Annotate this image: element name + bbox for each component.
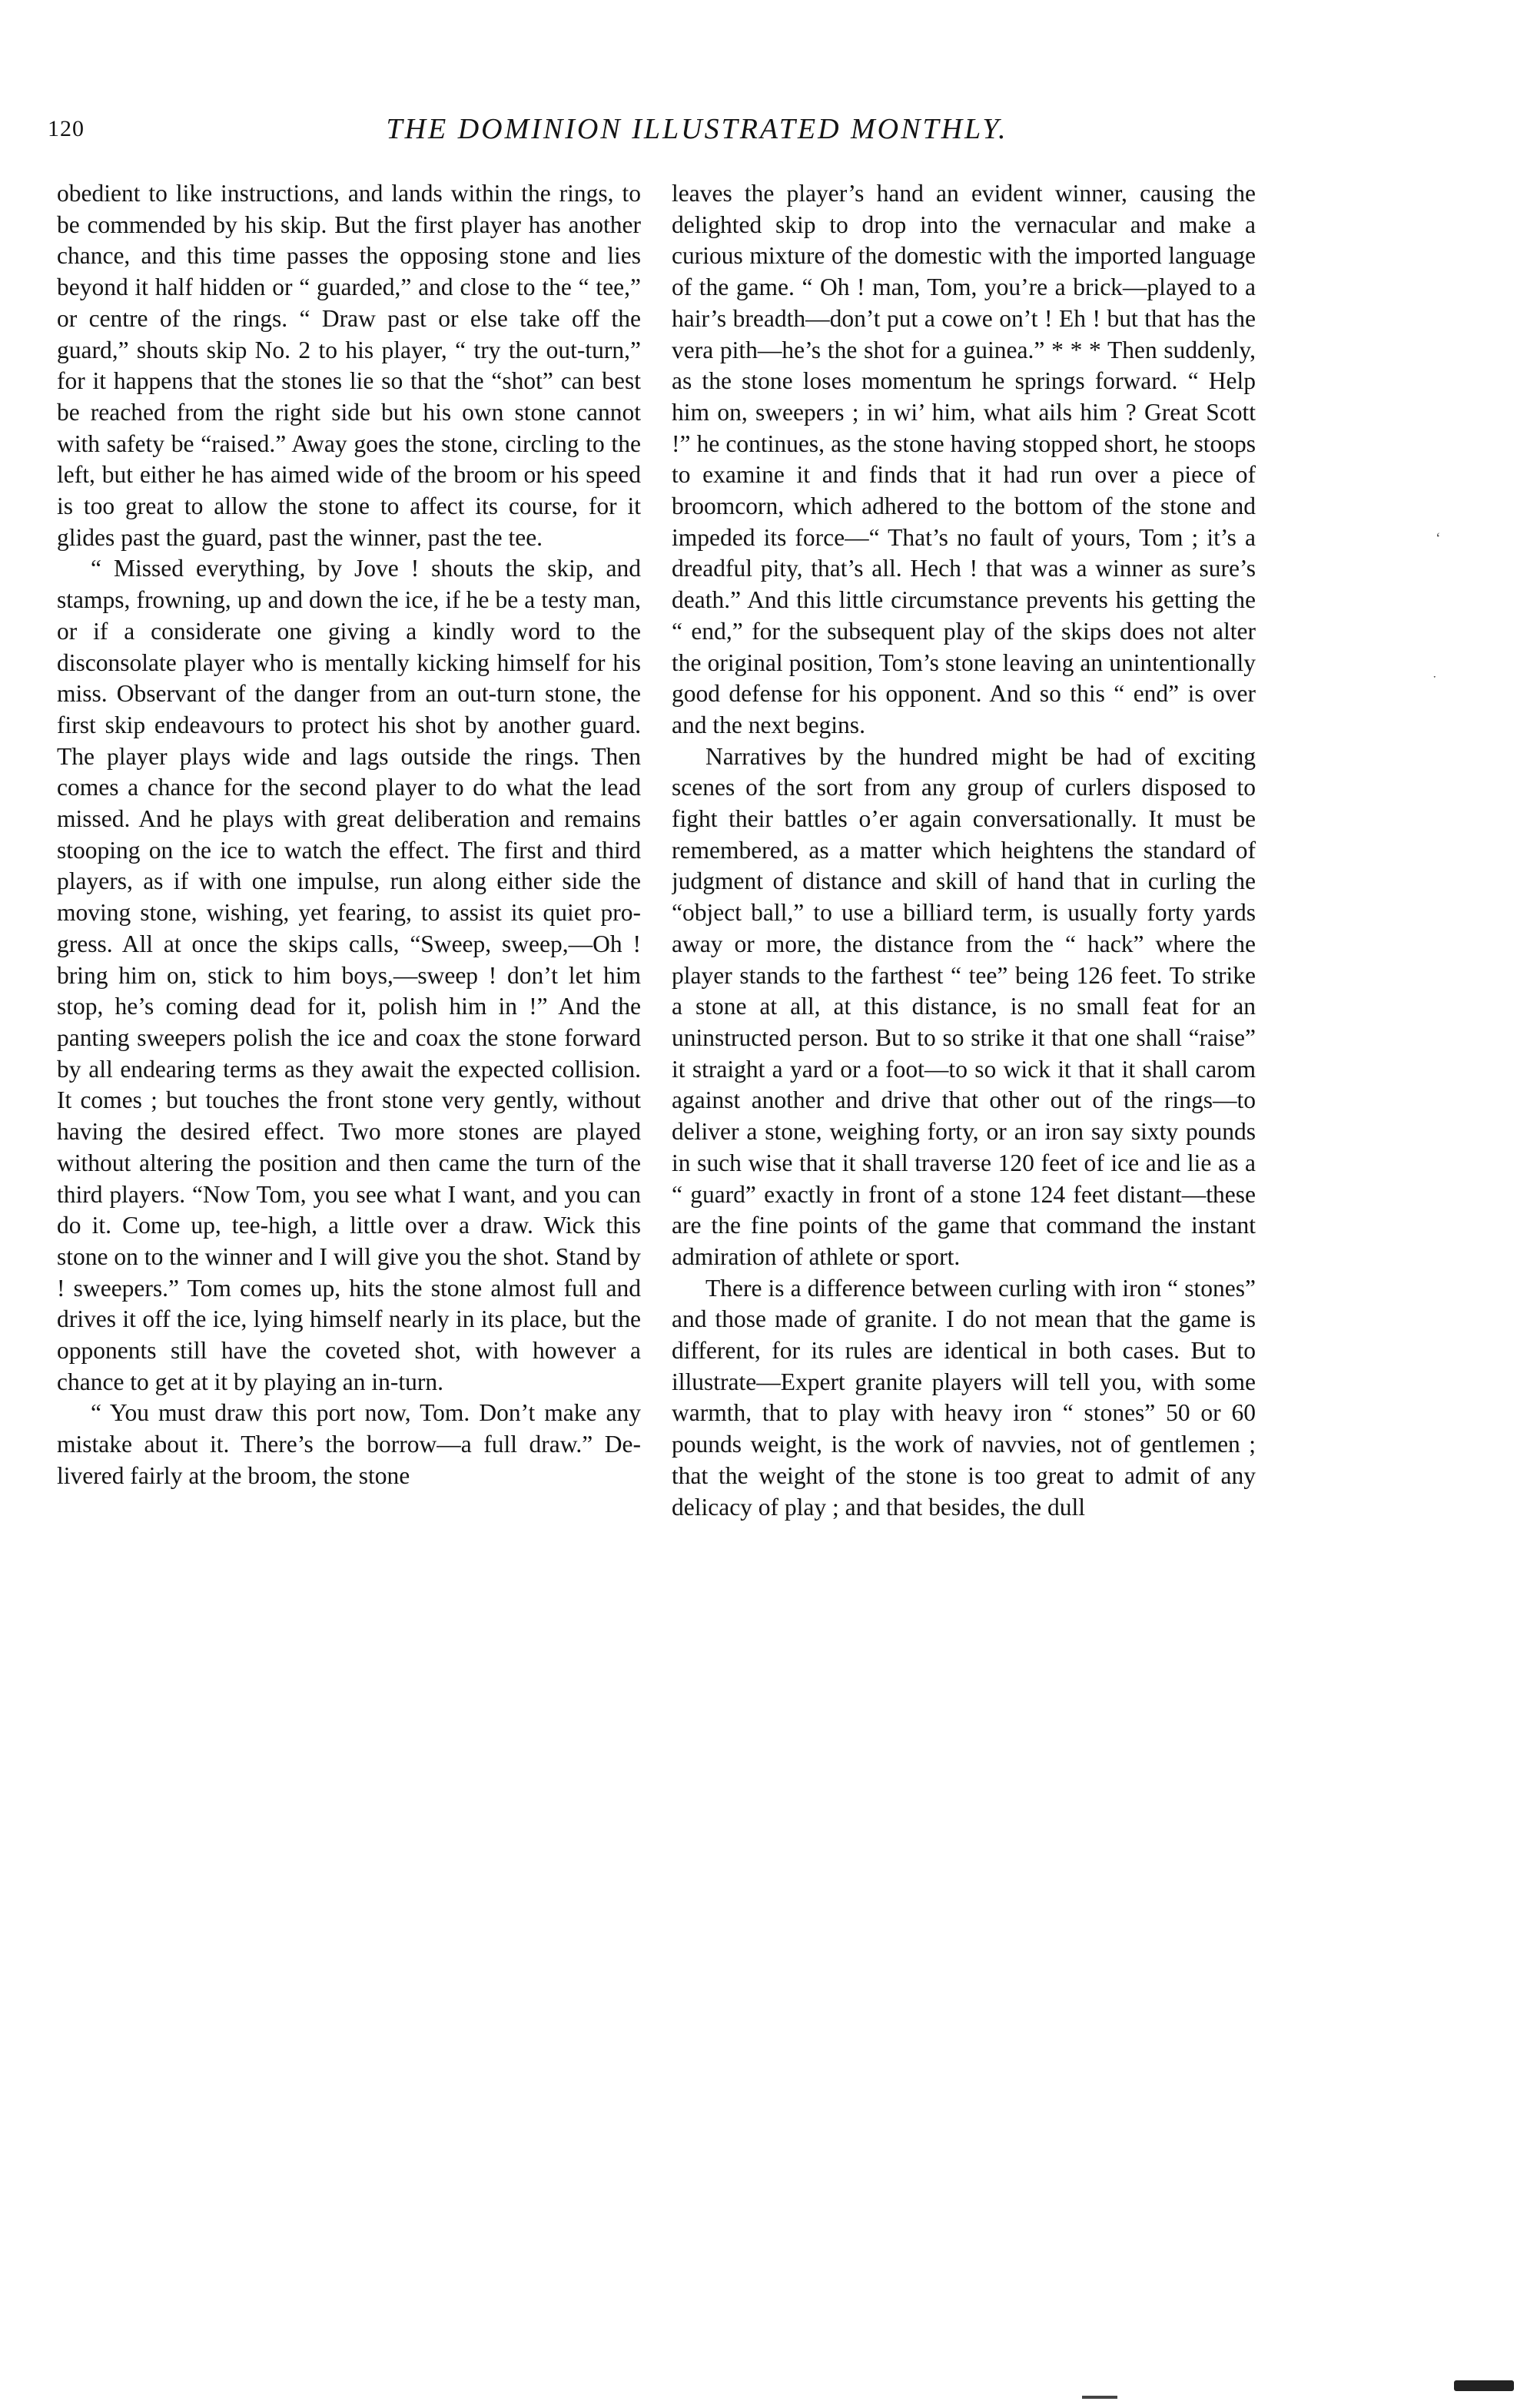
paragraph: “ Missed everything, by Jove ! shouts the skip, and stamps, frowning, up and down the ice, if he be a testy man, or if a considerate one giving a kindly word to the disconsolate player who is mentally kicking himself for his miss. Observant of the danger from an out-turn stone, the first skip endeavours to protect his shot by another guard. The player plays wide and lags outside the rings. Then comes a chance for the second player to do what the lead missed. And he plays with great deliberation and remains stooping on the ice to watch the effect. The first and third players, as if with one impulse, run along either side the moving stone, wishing, yet fearing, to assist its quiet progress. All at once the skips calls, “Sweep, sweep,—Oh ! bring him on, stick to him boys,—sweep ! don’t let him stop, he’s coming dead for it, polish him in !” And the panting sweepers polish the ice and coax the stone forward by all endearing terms as they await the expected collision. It comes ; but touches the front stone very gently, without having the desired effect. Two more stones are played without altering the position and then came the turn of the third players. “Now Tom, you see what I want, and you can do it. Come up, tee-high, a little over a draw. Wick this stone on to the winner and I will give you the shot. Stand by ! sweepers.” Tom comes up, hits the stone almost full and drives it off the ice, lying himself nearly in its place, but the opponents still have the coveted shot, with however a chance to get at it by playing an in-turn. [57,555,641,1395]
paragraph: There is a difference between curling with iron “ stones” and those made of granite. I do not mean that the game is different, for its rules are identical in both cases. But to illustrate—Expert granite players will tell you, with some warmth, that to play with heavy iron “ stones” 50 or 60 pounds weight, is the work of navvies, not of gentlemen ; that the weight of the stone is too great to admit of any delicacy of play ; and that besides, the dull [672,1274,1256,1521]
journal-title: THE DOMINION ILLUSTRATED MONTHLY. [386,113,1008,145]
print-smudge [1454,2380,1514,2391]
running-head [48,108,1262,151]
paragraph: Narratives by the hundred might be had of exciting scenes of the sort from any group of curlers disposed to fight their battles o’er again conversationally. It must be remembered, as a matter which heightens the standard of judgment of distance and skill of hand that in curling the “object ball,” to use a billiard term, is usually forty yards away or more, the distance from the “ hack” where the player stands to the farthest “ tee” being 126 feet. To strike a stone at all, at this distance, is no small feat for an uninstructed person. But to so strike it that one shall “raise” it straight a yard or a foot—to so wick it that it shall carom against another and drive that other out of the rings—to deliver a stone, weighing forty, or an iron say sixty pounds in such wise that it shall traverse 120 feet of ice and lie as a “ guard” exactly in front of a stone 124 feet distant—these are the fine points of the game that command the instant admiration of athlete or sport. [672,742,1256,1270]
paragraph: leaves the player’s hand an evident winner, causing the delighted skip to drop into the vernacular and make a curious mixture of the domestic with the imported language of the game. “ Oh ! man, Tom, you’re a brick—played to a hair’s breadth—don’t put a cowe on’t ! Eh ! but that has the vera pith—he’s the shot for a guinea.” * * * Then suddenly, as the stone loses momentum he springs forward. “ Help him on, sweepers ; in wi’ him, what ails him ? Great Scott !” he continues, as the stone having stopped short, he stoops to examine it and finds that it had run over a piece of broomcorn, which adhered to the bottom of the stone and impeded its force—“ That’s no fault of yours, Tom ; it’s a dreadful pity, that’s all. Hech ! that was a winner as sure’s death.” And this little circumstance prevents his getting the “ end,” for the subsequent play of the skips does not alter the original position, Tom’s stone leaving an unintentionally good defense for his opponent. And so this “ end” is over and the next begins. [672,180,1256,738]
print-smudge [1082,2396,1117,2399]
left-text-column [57,178,641,2099]
margin-speck-mark: ʻ [1436,530,1441,547]
paragraph: obedient to like instructions, and lands within the rings, to be commended by his skip. But the first player has another chance, and this time passes the opposing stone and lies beyond it half hidden or “ guarded,” and close to the “ tee,” or centre of the rings. “ Draw past or else take off the guard,” shouts skip No. 2 to his player, “ try the out-turn,” for it happens that the stones lie so that the “shot” can best be reached from the right side but his own stone cannot with safety be “raised.” Away goes the stone, circling to the left, but either he has aimed wide of the broom or his speed is too great to allow the stone to affect its course, for it glides past the guard, past the winner, past the tee. [57,180,641,551]
page-number: 120 [48,116,85,141]
paragraph: “ You must draw this port now, Tom. Don’t make any mistake about it. There’s the borrow—a full draw.” Delivered fairly at the broom, the stone [57,1399,641,1489]
margin-speck-mark: ˑ [1432,670,1437,687]
right-text-column [672,178,1256,2099]
